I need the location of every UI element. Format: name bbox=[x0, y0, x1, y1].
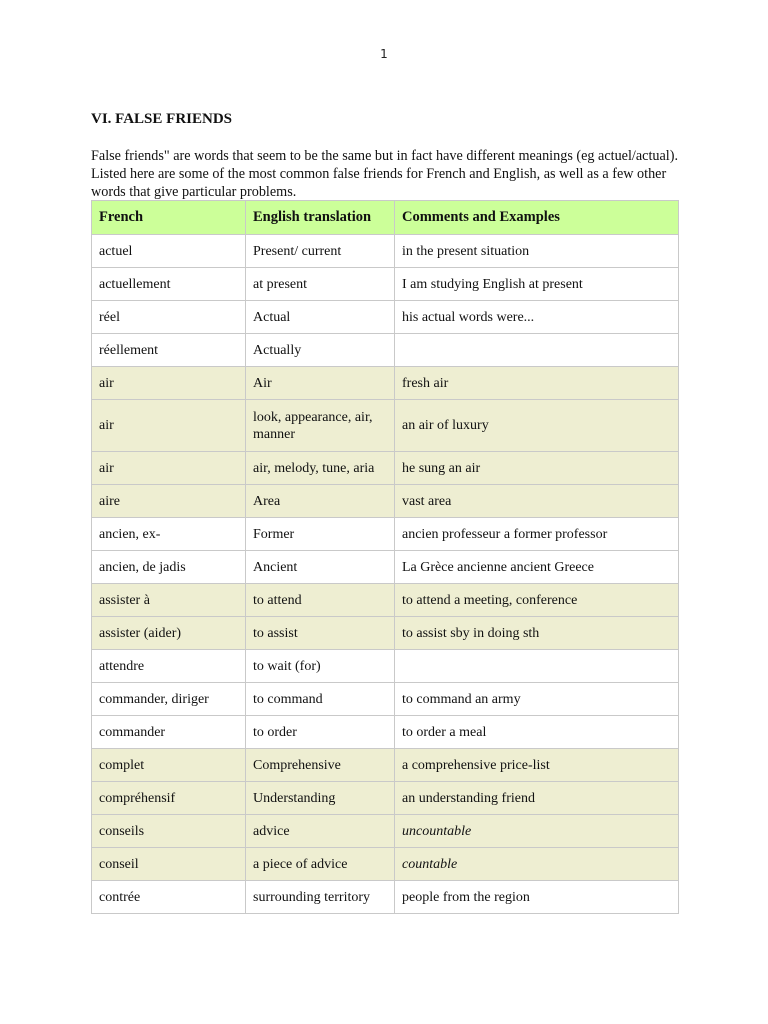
cell-french: air bbox=[92, 452, 246, 485]
cell-english: Comprehensive bbox=[246, 749, 395, 782]
cell-comment: to assist sby in doing sth bbox=[395, 617, 679, 650]
cell-french: air bbox=[92, 400, 246, 452]
table-row bbox=[92, 749, 679, 782]
table-row bbox=[92, 518, 679, 551]
cell-english: Understanding bbox=[246, 782, 395, 815]
table-row bbox=[92, 848, 679, 881]
section-heading: VI. FALSE FRIENDS bbox=[91, 111, 232, 127]
cell-french: commander, diriger bbox=[92, 683, 246, 716]
cell-english: Present/ current bbox=[246, 235, 395, 268]
cell-comment: people from the region bbox=[395, 881, 679, 914]
cell-comment: an air of luxury bbox=[395, 400, 679, 452]
cell-english: to assist bbox=[246, 617, 395, 650]
cell-english: at present bbox=[246, 268, 395, 301]
cell-french: conseils bbox=[92, 815, 246, 848]
cell-french: complet bbox=[92, 749, 246, 782]
intro-paragraph: False friends" are words that seem to be the same but in fact have different meanings (eg actuel/actual). Listed here are some of the most common false friends for French and English, as well as a few other words that give particular problems. bbox=[91, 148, 678, 200]
table-row bbox=[92, 452, 679, 485]
cell-english: look, appearance, air, manner bbox=[246, 400, 395, 452]
cell-english: to command bbox=[246, 683, 395, 716]
cell-english: surrounding territory bbox=[246, 881, 395, 914]
table-row bbox=[92, 400, 679, 452]
cell-english: to wait (for) bbox=[246, 650, 395, 683]
table-row bbox=[92, 235, 679, 268]
cell-french: ancien, ex- bbox=[92, 518, 246, 551]
table-row bbox=[92, 881, 679, 914]
cell-comment: La Grèce ancienne ancient Greece bbox=[395, 551, 679, 584]
cell-english: air, melody, tune, aria bbox=[246, 452, 395, 485]
cell-english: to attend bbox=[246, 584, 395, 617]
cell-french: réellement bbox=[92, 334, 246, 367]
column-header-french: French bbox=[92, 201, 246, 235]
cell-french: compréhensif bbox=[92, 782, 246, 815]
cell-comment: an understanding friend bbox=[395, 782, 679, 815]
cell-english: Actually bbox=[246, 334, 395, 367]
cell-comment: uncountable bbox=[395, 815, 679, 848]
cell-french: contrée bbox=[92, 881, 246, 914]
cell-english: advice bbox=[246, 815, 395, 848]
table-row bbox=[92, 268, 679, 301]
column-header-english: English translation bbox=[246, 201, 395, 235]
table-row bbox=[92, 683, 679, 716]
cell-comment: a comprehensive price-list bbox=[395, 749, 679, 782]
cell-french: actuel bbox=[92, 235, 246, 268]
cell-english: Air bbox=[246, 367, 395, 400]
cell-french: réel bbox=[92, 301, 246, 334]
cell-comment: he sung an air bbox=[395, 452, 679, 485]
cell-french: conseil bbox=[92, 848, 246, 881]
table-row bbox=[92, 716, 679, 749]
table-row bbox=[92, 301, 679, 334]
cell-comment: ancien professeur a former professor bbox=[395, 518, 679, 551]
cell-english: Ancient bbox=[246, 551, 395, 584]
cell-english: Actual bbox=[246, 301, 395, 334]
table-row bbox=[92, 815, 679, 848]
table-row bbox=[92, 584, 679, 617]
cell-comment: countable bbox=[395, 848, 679, 881]
cell-french: actuellement bbox=[92, 268, 246, 301]
cell-french: assister à bbox=[92, 584, 246, 617]
cell-comment: to command an army bbox=[395, 683, 679, 716]
table-body bbox=[92, 235, 679, 914]
cell-comment: in the present situation bbox=[395, 235, 679, 268]
cell-english: a piece of advice bbox=[246, 848, 395, 881]
cell-english: Area bbox=[246, 485, 395, 518]
column-header-comments: Comments and Examples bbox=[395, 201, 679, 235]
cell-french: aire bbox=[92, 485, 246, 518]
table-row bbox=[92, 551, 679, 584]
table-header-row bbox=[92, 201, 679, 235]
table-row bbox=[92, 650, 679, 683]
cell-french: commander bbox=[92, 716, 246, 749]
table-row bbox=[92, 485, 679, 518]
cell-comment bbox=[395, 334, 679, 367]
false-friends-table bbox=[91, 200, 679, 914]
cell-comment: to order a meal bbox=[395, 716, 679, 749]
cell-english: Former bbox=[246, 518, 395, 551]
cell-comment: fresh air bbox=[395, 367, 679, 400]
cell-french: ancien, de jadis bbox=[92, 551, 246, 584]
cell-comment: his actual words were... bbox=[395, 301, 679, 334]
table-row bbox=[92, 782, 679, 815]
cell-comment: I am studying English at present bbox=[395, 268, 679, 301]
table-row bbox=[92, 617, 679, 650]
table-row bbox=[92, 367, 679, 400]
cell-comment: vast area bbox=[395, 485, 679, 518]
cell-english: to order bbox=[246, 716, 395, 749]
cell-comment bbox=[395, 650, 679, 683]
table-row bbox=[92, 334, 679, 367]
cell-french: air bbox=[92, 367, 246, 400]
cell-french: attendre bbox=[92, 650, 246, 683]
cell-comment: to attend a meeting, conference bbox=[395, 584, 679, 617]
cell-french: assister (aider) bbox=[92, 617, 246, 650]
page-number: 1 bbox=[380, 47, 388, 61]
